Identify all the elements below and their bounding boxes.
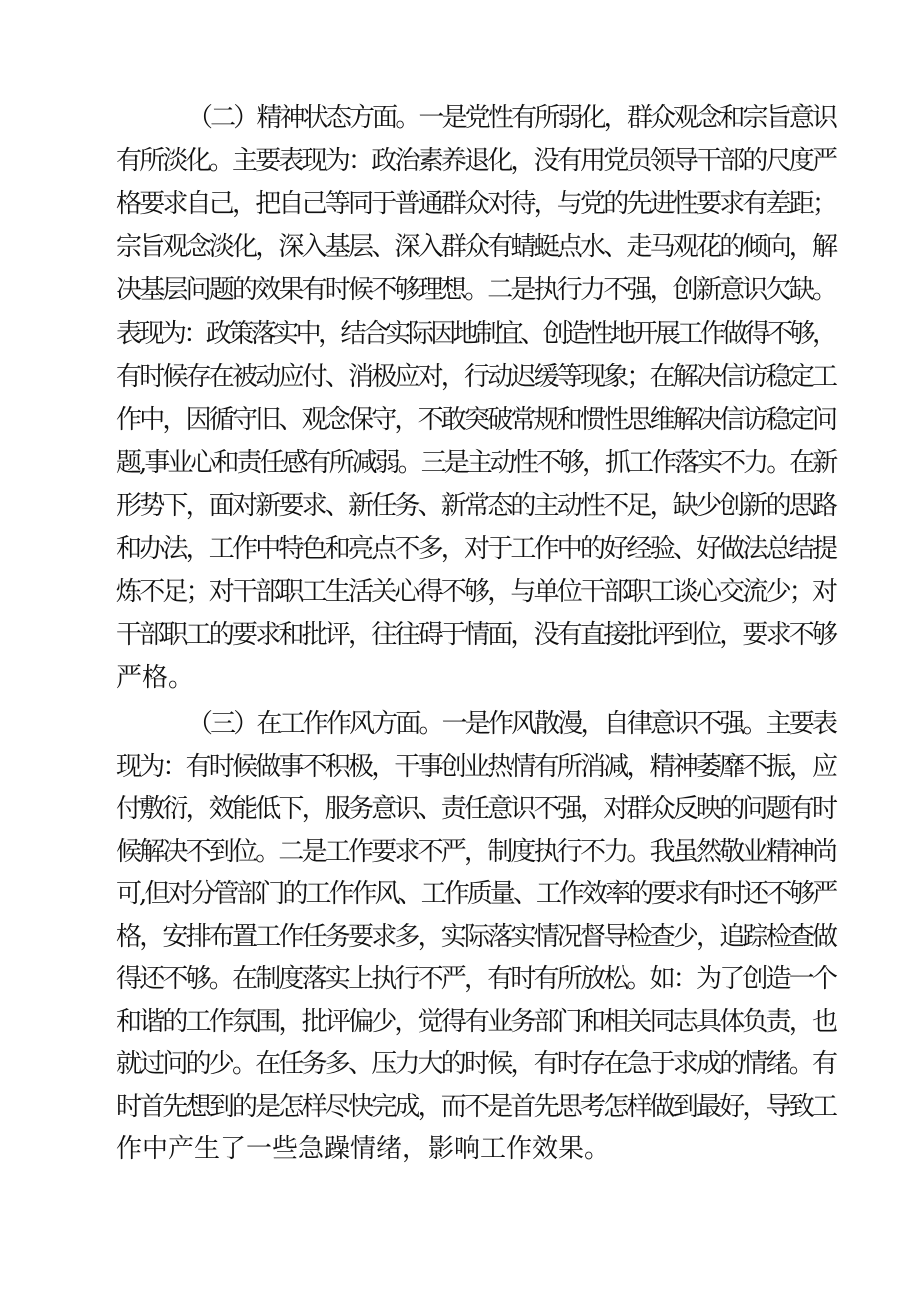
text-line: 表现为：政策落实中，结合实际因地制宜、创造性地开展工作做得不够， [116,319,835,349]
text-line: 现为：有时候做事不积极，干事创业热情有所消减，精神萎靡不振，应 [116,752,836,782]
text-line: 干部职工的要求和批评，往往碍于情面，没有直接批评到位，要求不够 [116,620,836,650]
text-line: 作中产生了一些急躁情绪，影响工作效果。 [116,1134,611,1164]
text-line: 形势下，面对新要求、新任务、新常态的主动性不足，缺少创新的思路 [116,491,836,521]
text-line: 格，安排布置工作任务要求多，实际落实情况督导检查少，追踪检查做 [116,922,836,952]
text-line: 严格。 [116,663,195,693]
text-line: 可,但对分管部门的工作作风、工作质量、工作效率的要求有时还不够严 [116,879,836,909]
text-line: 作中，因循守旧、观念保守，不敢突破常规和惯性思维解决信访稳定问 [116,405,836,435]
text-line: 宗旨观念淡化，深入基层、深入群众有蜻蜓点水、走马观花的倾向，解 [116,232,836,262]
text-line: 有时候存在被动应付、消极应对，行动迟缓等现象；在解决信访稳定工 [116,362,836,392]
text-line: 有所淡化。主要表现为：政治素养退化，没有用党员领导干部的尺度严 [116,146,836,176]
text-line: 时首先想到的是怎样尽快完成，而不是首先思考怎样做到最好，导致工 [116,1092,836,1122]
text-line: 格要求自己，把自己等同于普通群众对待，与党的先进性要求有差距； [116,189,836,219]
text-line: 就过问的少。在任务多、压力大的时候，有时存在急于求成的情绪。有 [116,1049,836,1079]
text-line: 题,事业心和责任感有所减弱。三是主动性不够，抓工作落实不力。在新 [116,448,836,478]
text-line: 决基层问题的效果有时候不够理想。二是执行力不强，创新意识欠缺。 [116,275,836,305]
text-line: 和谐的工作氛围，批评偏少，觉得有业务部门和相关同志具体负责，也 [116,1007,836,1037]
text-line: 和办法，工作中特色和亮点不多，对于工作中的好经验、好做法总结提 [116,534,836,564]
text-line: （二）精神状态方面。一是党性有所弱化，群众观念和宗旨意识 [187,103,836,133]
text-line: （三）在工作作风方面。一是作风散漫，自律意识不强。主要表 [187,709,836,739]
text-line: 付敷衍，效能低下，服务意识、责任意识不强，对群众反映的问题有时 [116,794,836,824]
text-line: 候解决不到位。二是工作要求不严，制度执行不力。我虽然敬业精神尚 [116,837,836,867]
text-line: 炼不足；对干部职工生活关心得不够，与单位干部职工谈心交流少；对 [116,577,836,607]
text-line: 得还不够。在制度落实上执行不严，有时有所放松。如：为了创造一个 [116,964,836,994]
